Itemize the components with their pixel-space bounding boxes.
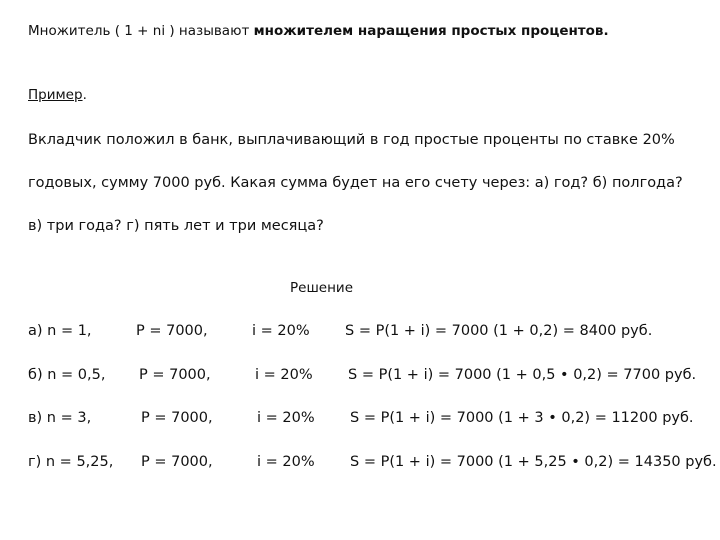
intro-text-bold: множителем наращения простых процентов. [253,23,609,39]
row-a-s: S = P(1 + i) = 7000 (1 + 0,2) = 8400 руб. [345,323,653,339]
intro-text [28,22,609,40]
row-a-i: i = 20% [252,323,310,339]
row-c-n: в) n = 3, [28,410,92,426]
row-b-i: i = 20% [255,367,313,383]
solution-heading: Решение [290,280,354,296]
example-line-2: годовых, сумму 7000 руб. Какая сумма будет на его счету через: а) год? б) полгода? [28,175,683,191]
row-d-p: P = 7000, [141,454,213,470]
example-heading-label: Пример [28,87,83,103]
row-b-s: S = P(1 + i) = 7000 (1 + 0,5 • 0,2) = 7700 руб. [348,367,697,383]
example-heading-dot: . [82,87,87,103]
row-b-p: P = 7000, [139,367,211,383]
row-d-s: S = P(1 + i) = 7000 (1 + 5,25 • 0,2) = 14350 руб. [350,454,717,470]
row-d-n: г) n = 5,25, [28,454,114,470]
row-c-i: i = 20% [257,410,315,426]
example-heading [28,86,87,104]
row-c-s: S = P(1 + i) = 7000 (1 + 3 • 0,2) = 11200 руб. [350,410,694,426]
example-line-1: Вкладчик положил в банк, выплачивающий в год простые проценты по ставке 20% [28,132,675,148]
row-b-n: б) n = 0,5, [28,367,106,383]
row-c-p: P = 7000, [141,410,213,426]
row-a-n: а) n = 1, [28,323,92,339]
intro-text-plain: Множитель ( 1 + ni ) называют [28,23,254,39]
row-d-i: i = 20% [257,454,315,470]
row-a-p: P = 7000, [136,323,208,339]
example-line-3: в) три года? г) пять лет и три месяца? [28,218,324,234]
